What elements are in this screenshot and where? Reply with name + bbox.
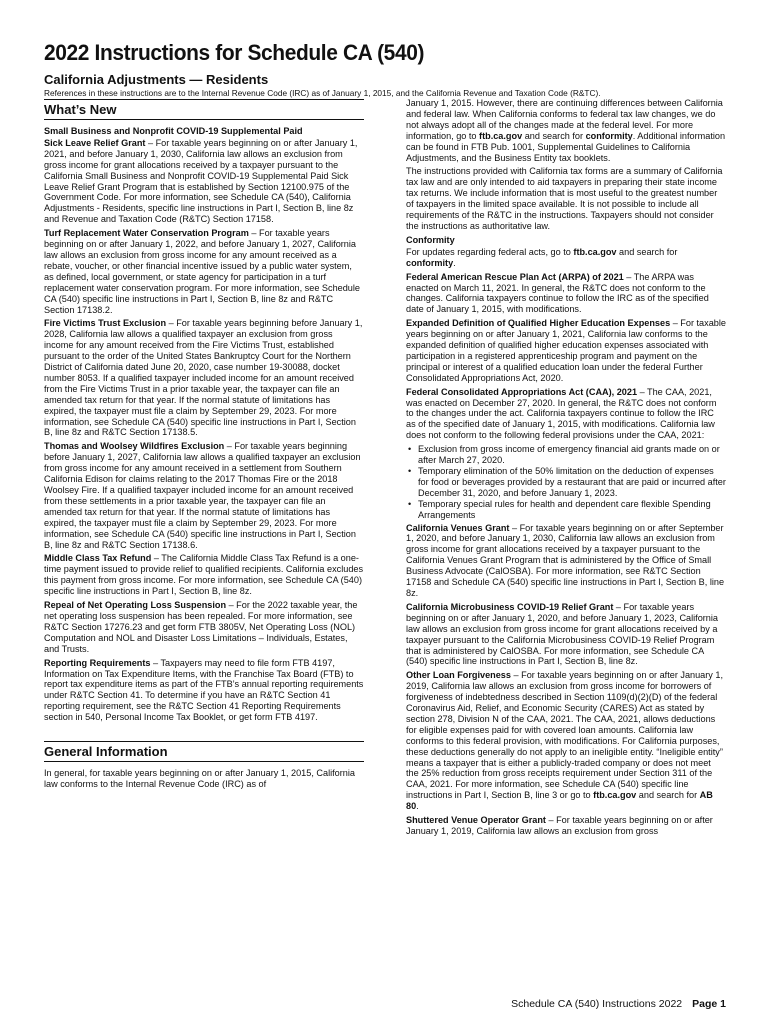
paragraph-arpa: Federal American Rescue Plan Act (ARPA) of 2021 – The ARPA was enacted on March 11, 2021. In general, the R&TC does not conform to the changes. California taxpayers continue to follow the IRC as of the specified date of January 1, 2015, with modifications. bbox=[406, 271, 709, 315]
general-info-heading: General Information bbox=[44, 741, 364, 762]
page-number: Page 1 bbox=[692, 998, 726, 1010]
paragraph-loan-forgiveness: Other Loan Forgiveness – For taxable years beginning on or after January 1, 2019, California law allows an exclusion from gross income for borrowers of forgiveness of indebtedness described in Section 1109(d)(2)(D) of the federal Coronavirus Aid, Relief, and Economic Security (CARES) Act as stated by section 278, Division N of the CAA, 2021. The CAA, 2021, allows deductions for eligible expenses paid for with covered loan amounts. California law conforms to this federal provision, with modifications. For California purposes, these deductions generally do not apply to an ineligible entity. “Ineligible entity” means a taxpayer that is either a publicly-traded company or does not meet the 25% reduction from gross receipts requirement under Section 311 of the CAA, 2021. For more information, see Schedule CA (540) specific line instructions in Part I, Section B, line 3 or go to ftb.ca.gov and search for AB 80. bbox=[406, 670, 723, 812]
paragraph-continuation: January 1, 2015. However, there are continuing differences between California and federal law. When California conforms to federal tax law changes, we do not always adopt all of the changes made at the federal level. For more information, go to ftb.ca.gov and search for conformity. Additional information can be found in FTB Pub. 1001, Supplemental Guidelines to California Adjustments, and the Business Entity tax booklets. bbox=[406, 98, 726, 163]
paragraph-reporting: Reporting Requirements – Taxpayers may need to file form FTB 4197, Information on Tax Expenditure Items, with the Franchise Tax Board (FTB) to report tax expenditure items as part of the FTB’s annual reporting requirements under R&TC Section 41. To determine if you have an R&TC Section 41 reporting requirement, see the R&TC Section 41 Reporting Requirements section in 540, Personal Income Tax Booklet, or get form FTB 4197. bbox=[44, 657, 364, 723]
paragraph-nol: Repeal of Net Operating Loss Suspension – For the 2022 taxable year, the net operating loss suspension has been repealed. For more information, see R&TC Section 17276.23 and get form FTB 3805V, Net Operating Loss (NOL) Computation and NOL and Disaster Loss Limitations – Individuals, Estates, and Trusts. bbox=[44, 600, 358, 654]
paragraph-turf: Turf Replacement Water Conservation Program – For taxable years beginning on or after January 1, 2022, and before January 1, 2027, California law allows an exclusion from gross income for any amount received as a rebate, voucher, or other financial incentive issued by a public water system, as defined, local government, or state agency for participation in a turf replacement water conservation program. For more information, see Schedule CA (540) specific line instructions in Part I, Section B, line 8z and R&TC Section 17138.2. bbox=[44, 228, 360, 315]
list-item: • Temporary special rules for health and dependent care flexible Spending Arrangements bbox=[418, 499, 726, 521]
paragraph-woolsey: Thomas and Woolsey Wildfires Exclusion – For taxable years beginning before January 1, 2027, California law allows a qualified taxpayer an exclusion from gross income for any amount received in a settlement from Southern California Edison for claims relating to the 2017 Thomas Fire or the 2018 Woolsey Fire. If a qualified taxpayer included income for an amount received from these settlements in a prior taxable year, the taxpayer can file an amended tax return for that year. If the normal statute of limitations has expired, the taxpayer must file a claim by September 29, 2023. For more information, see Schedule CA (540) specific line instructions in Part I, Section B, line 8z and R&TC Section 17138.6. bbox=[44, 441, 361, 550]
paragraph-caa: Federal Consolidated Appropriations Act (CAA), 2021 – The CAA, 2021, was enacted on December 27, 2020. In general, the R&TC does not conform to the changes under the act. California taxpayers continue to follow the IRC as of the specified date of January 1, 2015, with modifications. California law does not conform to the following federal provisions under the CAA, 2021: bbox=[406, 386, 717, 441]
reference-note: References in these instructions are to the Internal Revenue Code (IRC) as of January 1, 2015, and the California Revenue and Taxation Code (R&TC). bbox=[44, 88, 601, 98]
page-title: 2022 Instructions for Schedule CA (540) bbox=[44, 40, 425, 65]
paragraph-microbusiness: California Microbusiness COVID-19 Relief Grant – For taxable years beginning on or after January 1, 2020, and before January 1, 2023, California law allows an exclusion from gross income for grant allocations received by a taxpayer pursuant to the California Microbusiness COVID-19 Relief Program that is administered by CalOSBA. For more information, see Schedule CA (540) specific line instructions in Part I, Section B, line 8z. bbox=[406, 601, 718, 667]
whats-new-heading: What’s New bbox=[44, 99, 364, 120]
paragraph-shuttered: Shuttered Venue Operator Grant – For taxable years beginning on or after January 1, 2019, California law allows an exclusion from gross bbox=[406, 815, 713, 836]
ftb-link[interactable]: ftb.ca.gov bbox=[573, 246, 617, 257]
paragraph-general-intro: In general, for taxable years beginning on or after January 1, 2015, California law conforms to the Internal Revenue Code (IRC) as of bbox=[44, 768, 355, 789]
paragraph-higher-ed: Expanded Definition of Qualified Higher Education Expenses – For taxable years beginning on or after January 1, 2021, California law conforms to the expanded definition of qualified higher education expenses associated with participation in a registered apprenticeship program and payment on the principal or interest of a qualified education loan under the federal Further Consolidated Appropriations Act, 2020. bbox=[406, 318, 726, 383]
page-subtitle: California Adjustments — Residents bbox=[44, 72, 269, 87]
two-column-body bbox=[44, 98, 726, 840]
page-footer bbox=[511, 998, 726, 1010]
paragraph-conformity: For updates regarding federal acts, go to ftb.ca.gov and search for conformity. bbox=[406, 246, 678, 268]
footer-doc-name: Schedule CA (540) Instructions 2022 bbox=[511, 998, 683, 1010]
ftb-link[interactable]: ftb.ca.gov bbox=[479, 130, 523, 141]
paragraph-summary: The instructions provided with California tax forms are a summary of California tax law and are only intended to aid taxpayers in preparing their state income tax returns. We include information that is most useful to the greatest number of taxpayers in the limited space available. It is not possible to include all requirements of the R&TC in the instructions. Taxpayers should not consider the instructions as authoritative law. bbox=[406, 166, 723, 231]
covid-grant-subheading: Small Business and Nonprofit COVID-19 Supplemental Paid bbox=[44, 126, 303, 136]
left-column bbox=[44, 98, 364, 840]
caa-bullet-list bbox=[406, 444, 726, 520]
paragraph-venues: California Venues Grant – For taxable years beginning on or after September 1, 2020, and before January 1, 2030, California law allows an exclusion from gross income for grant allocations received by a taxpayer pursuant to the California Venues Grant Program that is administered by the Office of Small Business Advocate (CalOSBA). For more information, see R&TC Section 17158 and Schedule CA (540) specific line instructions in Part I, Section B, line 8z. bbox=[406, 522, 725, 598]
right-column bbox=[406, 98, 726, 840]
paragraph-fire-victims: Fire Victims Trust Exclusion – For taxable years beginning before January 1, 2028, California law allows a qualified taxpayer an exclusion from gross income for any amount received from the Fire Victims Trust, established pursuant to the order of the United States Bankruptcy Court for the Northern District of California dated June 20, 2020, case number 19-30088, docket number 8053. If a qualified taxpayer included income for an amount received from the Fire Victims Trust in a prior taxable year, the taxpayer can file an amended tax return for that year. If the normal statute of limitations has expired, the taxpayer must file a claim by September 29, 2023. For more information, see Schedule CA (540) specific line instructions in Part I, Section B, line 8z and R&TC Section 17138.5. bbox=[44, 318, 363, 438]
ftb-link[interactable]: ftb.ca.gov bbox=[593, 790, 637, 801]
instruction-page bbox=[44, 40, 726, 1010]
conformity-heading: Conformity bbox=[406, 234, 455, 245]
list-item: • Temporary elimination of the 50% limitation on the deduction of expenses for food or beverages provided by a restaurant that are paid or incurred after December 31, 2020, and before January 1, 2023. bbox=[418, 466, 726, 499]
paragraph-middle-class: Middle Class Tax Refund – The California Middle Class Tax Refund is a one-time payment issued to provide relief to qualified recipients. California excludes this payment from gross income. For more information, see Schedule CA (540) specific line instructions in Part I, Section B, line 8z. bbox=[44, 553, 364, 597]
paragraph-sick-leave: Sick Leave Relief Grant – For taxable years beginning on or after January 1, 2021, and before January 1, 2030, California law allows an exclusion from gross income for grant allocations received by a taxpayer pursuant to the California Small Business and Nonprofit COVID-19 Supplemental Paid Sick Leave Relief Grant Program that is established by Section 12100.975 of the Government Code. For more information, see Schedule CA (540), California Adjustments - Residents, specific line instructions in Part I, Section B, line 8z and Revenue and Taxation Code (R&TC) Section 17158. bbox=[44, 137, 358, 225]
list-item: • Exclusion from gross income of emergency financial aid grants made on or after March 27, 2020. bbox=[418, 444, 726, 466]
